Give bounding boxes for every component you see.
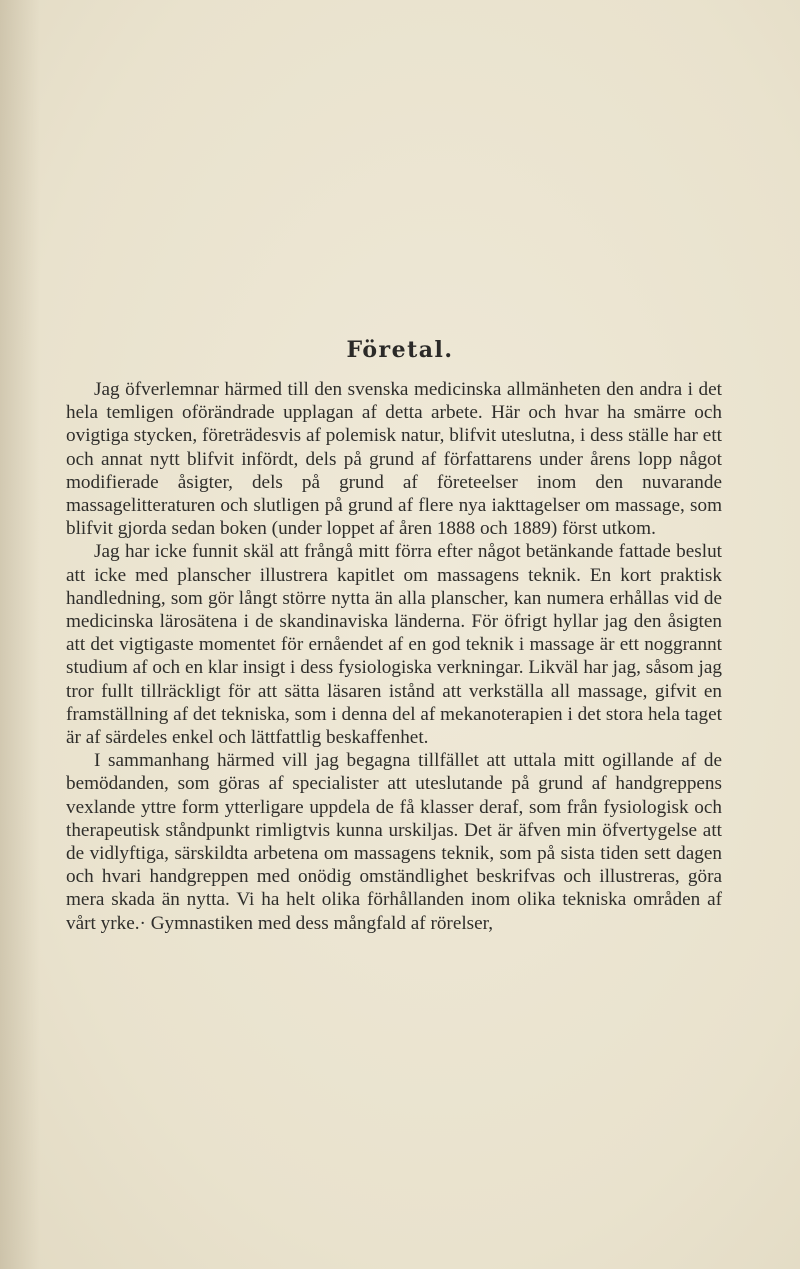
paragraph-2: Jag har icke funnit skäl att frångå mitt förra efter något betänkande fattade beslut att icke med planscher illustrera kapitlet om massagens teknik. En kort praktisk handledning, som gör långt större nytta än alla planscher, kan numera erhållas vid de medicinska lärosätena i de skandinaviska länderna. För öfrigt hyllar jag den åsigten att det vigtigaste momentet för ernåendet af en god teknik i massage är ett noggrannt studium af och en klar insigt i dess fysiologiska verkningar. Likväl har jag, såsom jag tror fullt tillräckligt för att sätta läsaren istånd att verkställa all massage, gifvit en framställning af det tekniska, som i denna del af mekanoterapien i det stora hela taget är af särdeles enkel och lättfattlig beskaffenhet.	[66, 541, 722, 749]
page-title: Företal.	[346, 337, 454, 363]
paragraph-1: Jag öfverlemnar härmed till den svenska medicinska allmänheten den andra i det hela temligen oförändrade upplagan af detta arbete. Här och hvar ha smärre och ovigtiga stycken, företrädesvis af polemisk natur, blifvit uteslutna, i dess ställe har ett och annat nytt blifvit infördt, dels på grund af författarens under årens lopp något modifierade åsigter, dels på grund af företeelser inom den nuvarande massagelitteraturen och slutligen på grund af flere nya iakttagelser om massage, som blifvit gjorda sedan boken (under loppet af åren 1888 och 1889) först utkom.	[66, 379, 722, 540]
paragraph-3: I sammanhang härmed vill jag begagna tillfället att uttala mitt ogillande af de bemödanden, som göras af specialister att uteslutande på grund af handgreppens vexlande yttre form ytterligare uppdela de få klasser deraf, som från fysiologisk och therapeutisk ståndpunkt rimligtvis kunna urskiljas. Det är äfven min öfvertygelse att de vidlyftiga, särskildta arbetena om massagens teknik, som på sista tiden sett dagen och hvari handgreppen med onödig omständlighet beskrifvas och illustreras, göra mera skada än nytta. Vi ha helt olika förhållanden inom olika tekniska områden af vårt yrke.· Gymnastiken med dess mångfald af rörelser,	[66, 750, 722, 934]
body-text	[66, 378, 722, 935]
